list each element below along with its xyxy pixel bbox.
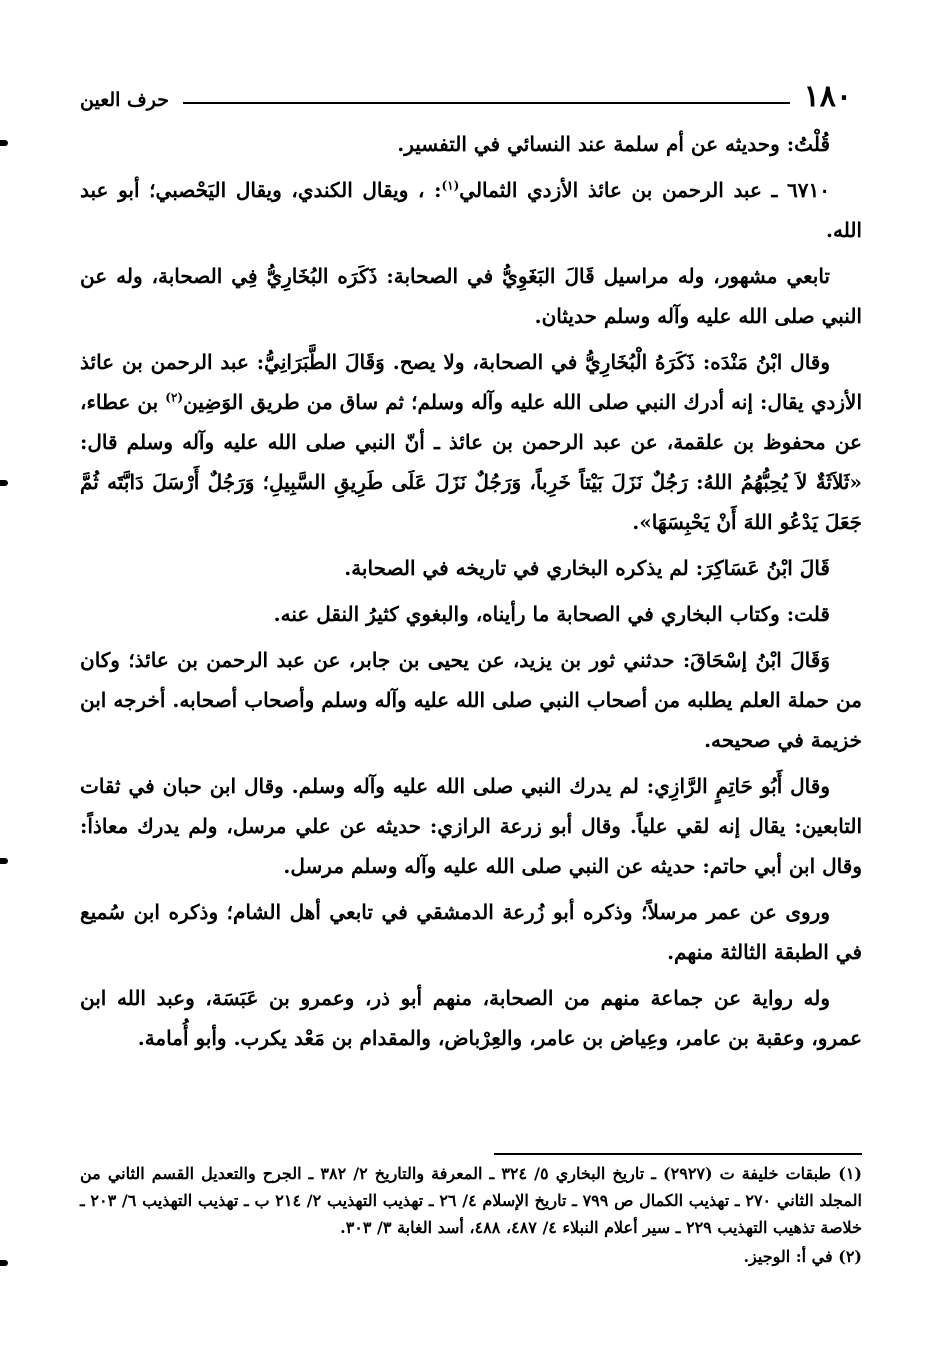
margin-mark (0, 480, 8, 486)
header-rule (183, 102, 790, 104)
paragraph-9: وروى عن عمر مرسلاً؛ وذكره أبو زُرعة الدمشقي في تابعي أهل الشام؛ وذكره ابن سُميع في الطبقة الثالثة منهم. (80, 900, 862, 964)
paragraph-entry-heading (80, 170, 862, 250)
paragraph-8: وقال أَبُو حَاتِمٍ الرَّازِي: لم يدرك النبي صلى الله عليه وآله وسلم. وقال ابن حبان في ثقات التابعين: يقال إنه لقي علياً. وقال أبو زرعة الرازي: حديثه عن علي مرسل، ولم يدرك معاذاً: وقال ابن أبي حاتم: حديثه عن النبي صلى الله عليه وآله وسلم مرسل. (80, 774, 862, 878)
main-text (80, 124, 862, 1064)
footnote-ref-2[interactable]: (٢) (165, 390, 184, 405)
footnote-ref-1[interactable]: (١) (441, 178, 460, 193)
margin-mark (0, 858, 8, 864)
paragraph-4 (80, 342, 862, 542)
paragraph-10: وله رواية عن جماعة منهم من الصحابة، منهم أبو ذر، وعمرو بن عَبَسَة، وعبد الله ابن عمرو، وعقبة بن عامر، وعِياض بن عامر، والعِرْباض، والمقدام بن مَعْد يكرب. وأبو أُمامة. (80, 986, 862, 1050)
entry-heading-text: : ، ويقال الكندي، ويقال اليَحْصبي؛ أبو عبد الله. (80, 178, 862, 242)
footnote-1 (80, 1160, 862, 1241)
note-label: قُلْتُ: (786, 132, 830, 156)
paragraph-5: قَالَ ابْنُ عَسَاكِرَ: لم يذكره البخاري في تاريخه في الصحابة. (344, 556, 830, 580)
footnote-1-number: (١) (838, 1164, 862, 1183)
paragraph-7: وَقَالَ ابْنُ إسْحَاقَ: حدثني ثور بن يزيد، عن يحيى بن جابر، عن عبد الرحمن بن عائذ؛ وكان من حملة العلم يطلبه من أصحاب النبي صلى الله عليه وآله وسلم وأصحاب أصحابه. أخرجه ابن خزيمة في صحيحه. (80, 648, 862, 752)
footnote-divider (494, 1153, 862, 1155)
paragraph-note (80, 124, 862, 164)
margin-mark (0, 1260, 8, 1266)
paragraph-4-text-a: وقال ابْنُ مَنْدَه: ذَكَرَهُ الْبُخَارِيُّ في الصحابة، ولا يصح. وَقَالَ الطَّبَرَانِيُّ: عبد الرحمن بن عائذ الأزدي يقال: إنه أدرك النبي صلى الله عليه وآله وسلم؛ ثم ساق من طريق الوَضِين (80, 350, 863, 414)
footnote-2 (80, 1243, 862, 1270)
page-header (80, 66, 852, 112)
entry-title: ٦٧١٠ ـ عبد الرحمن بن عائذ الأزدي الثمالي (459, 178, 830, 202)
paragraph-6: قلت: وكتاب البخاري في الصحابة ما رأيناه، والبغوي كثيرُ النقل عنه. (273, 602, 830, 626)
paragraph-3: تابعي مشهور، وله مراسيل قَالَ البَغَوِيُّ في الصحابة: ذَكَرَه البُخَارِيُّ فِي الصحابة، وله عن النبي صلى الله عليه وآله وسلم حديثان. (80, 264, 862, 328)
footnotes (80, 1160, 862, 1272)
page-number: ١٨٠ (803, 79, 852, 114)
footnote-1-text: طبقات خليفة ت (٢٩٢٧) ـ تاريخ البخاري ٥/ ٣٢٤ ـ المعرفة والتاريخ ٢/ ٣٨٢ ـ الجرح والتعديل القسم الثاني من المجلد الثاني ٢٧٠ ـ تهذيب الكمال ص ٧٩٩ ـ تاريخ الإسلام ٤/ ٢٦ ـ تهذيب التهذيب ٢/ ٢١٤ ب ـ تهذيب التهذيب ٦/ ٢٠٣ ـ خلاصة تذهيب التهذيب ٢٢٩ ـ سير أعلام النبلاء ٤/ ٤٨٧، ٤٨٨، أسد الغابة ٣/ ٣٠٣. (80, 1164, 862, 1237)
footnote-2-number: (٢) (838, 1247, 862, 1266)
paragraph-4-text-b: بن عطاء، عن محفوظ بن علقمة، عن عبد الرحمن بن عائذ ـ أنّ النبي صلى الله عليه وآله وسلم قال: «ثَلاَثَةٌ لاَ يُحِبُّهُمُ اللهُ: رَجُلٌ نَزَلَ بَيْتاً خَرِباً، وَرَجُلٌ نَزَلَ عَلَى طَرِيقِ السَّبِيلِ؛ وَرَجُلٌ أَرْسَلَ دَابَّتَه ثُمَّ جَعَلَ يَدْعُو اللهَ أَنْ يَحْبِسَهَا». (80, 390, 862, 534)
note-text: وحديثه عن أم سلمة عند النسائي في التفسير. (397, 132, 780, 156)
margin-mark (0, 140, 8, 146)
chapter-title: حرف العين (80, 89, 169, 111)
footnote-2-text: في أ: الوجيز. (743, 1247, 833, 1266)
